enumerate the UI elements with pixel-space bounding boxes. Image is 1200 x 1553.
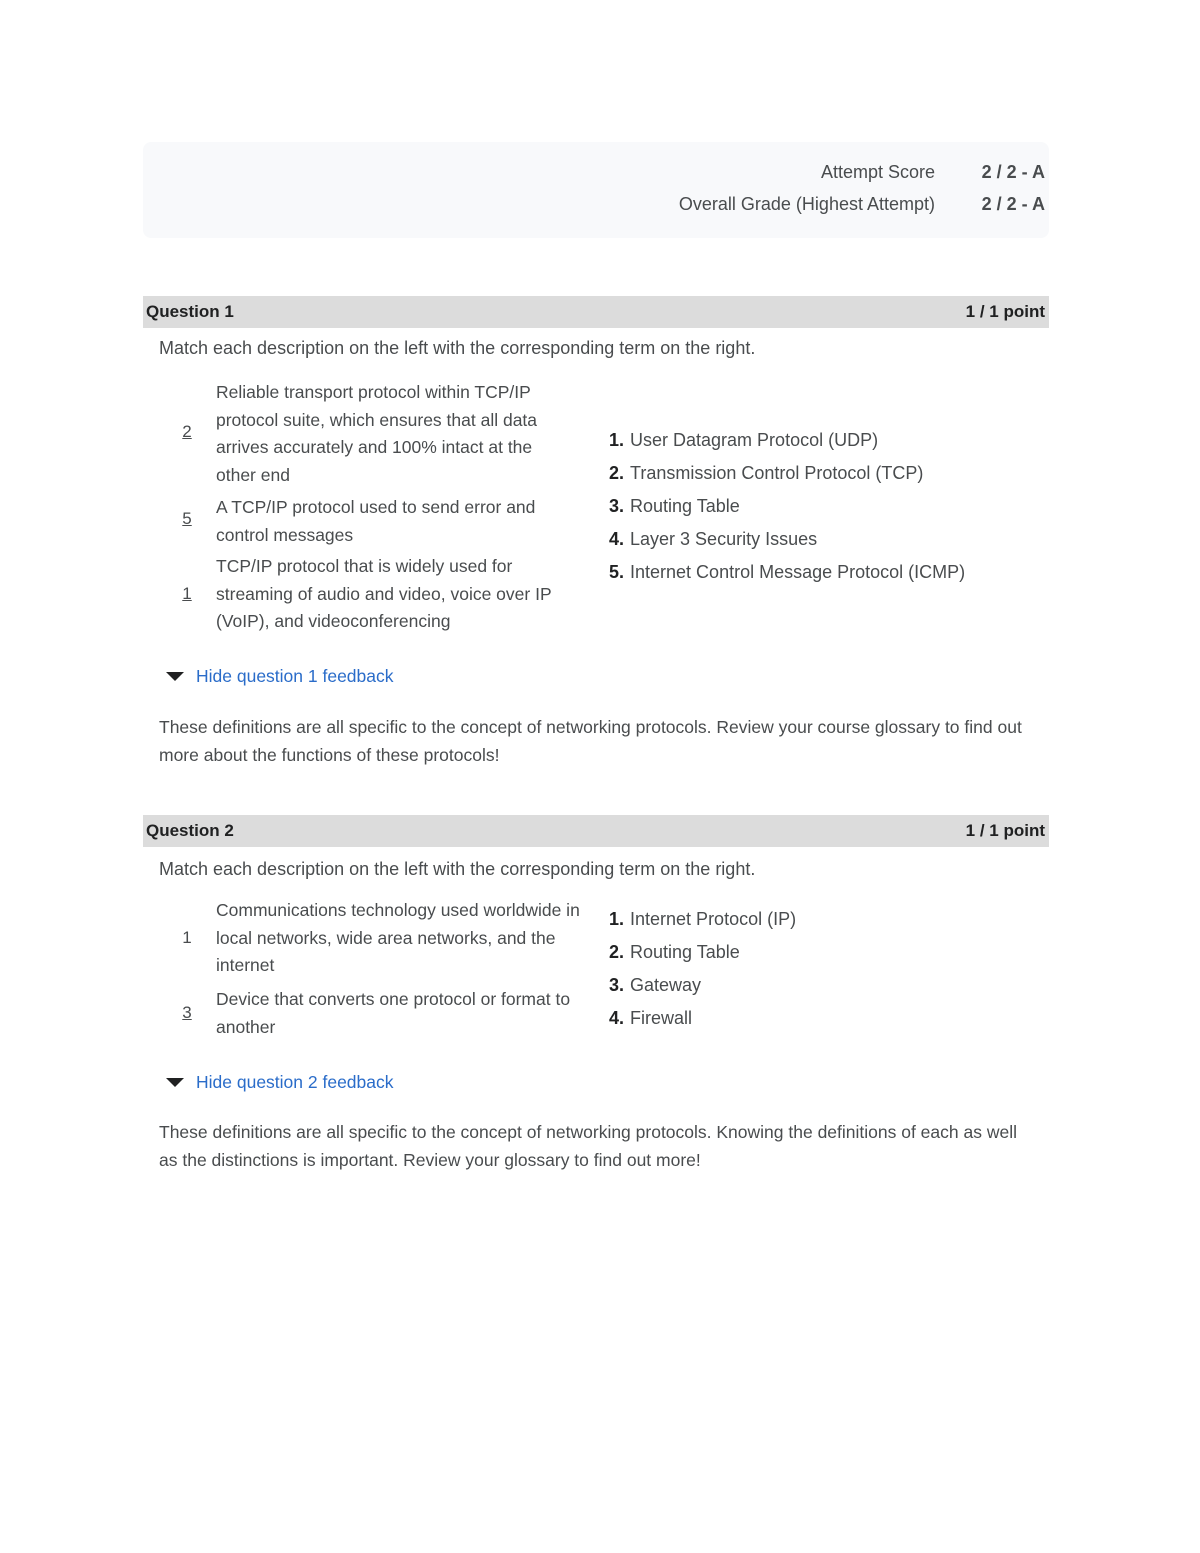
hide-feedback-toggle[interactable] (166, 1072, 394, 1093)
match-answer: 5 (182, 509, 192, 528)
term-item: 2. Transmission Control Protocol (TCP) (609, 463, 924, 483)
term-item: 1. User Datagram Protocol (UDP) (609, 430, 879, 450)
hide-feedback-toggle[interactable] (166, 666, 394, 687)
match-answer: 1 (182, 584, 192, 603)
term-item: 3. Routing Table (609, 496, 740, 516)
question-2-header (143, 815, 1049, 847)
attempt-score-row (515, 160, 1049, 184)
question-points: 1 / 1 point (965, 821, 1045, 840)
triangle-down-icon (166, 672, 184, 681)
question-1-header (143, 296, 1049, 328)
overall-grade-row (515, 192, 1049, 216)
match-description: Reliable transport protocol within TCP/IP protocol suite, which ensures that all data arrives accurately and 100% intact at the other end (216, 382, 538, 485)
term-item: 4. Layer 3 Security Issues (609, 529, 818, 549)
term-list (609, 903, 796, 1035)
term-item: 5. Internet Control Message Protocol (ICMP) (609, 562, 966, 582)
attempt-score-value: 2 / 2 - A (981, 161, 1045, 182)
question-title: Question 1 (146, 302, 234, 321)
triangle-down-icon (166, 1078, 184, 1087)
question-points: 1 / 1 point (965, 302, 1045, 321)
term-item: 2. Routing Table (609, 942, 740, 962)
feedback-toggle-label[interactable]: Hide question 2 feedback (196, 1072, 394, 1092)
match-description: Device that converts one protocol or format to another (216, 989, 571, 1037)
question-feedback: These definitions are all specific to the concept of networking protocols. Review your course glossary to find out more about the functions of these protocols! (159, 717, 1022, 765)
attempt-score-label: Attempt Score (820, 161, 935, 182)
match-answer: 3 (182, 1003, 192, 1022)
match-description: Communications technology used worldwide in local networks, wide area networks, and the internet (216, 900, 580, 975)
question-prompt: Match each description on the left with the corresponding term on the right. (159, 859, 756, 879)
score-summary (143, 142, 1049, 238)
match-description: A TCP/IP protocol used to send error and control messages (216, 497, 536, 545)
overall-grade-label: Overall Grade (Highest Attempt) (678, 193, 935, 214)
question-title: Question 2 (146, 821, 234, 840)
term-list (609, 424, 965, 589)
match-answer: 2 (182, 422, 192, 441)
question-feedback: These definitions are all specific to the concept of networking protocols. Knowing the definitions of each as well as the distinctions is important. Review your glossary to find out more! (159, 1122, 1017, 1170)
feedback-toggle-label[interactable]: Hide question 1 feedback (196, 666, 394, 686)
overall-grade-value: 2 / 2 - A (981, 193, 1045, 214)
match-description: TCP/IP protocol that is widely used for streaming of audio and video, voice over IP (VoIP), and videoconferencing (216, 556, 552, 631)
term-item: 4. Firewall (609, 1008, 693, 1028)
question-prompt: Match each description on the left with the corresponding term on the right. (159, 338, 756, 358)
term-item: 3. Gateway (609, 975, 702, 995)
match-answer: 1 (182, 928, 192, 947)
term-item: 1. Internet Protocol (IP) (609, 909, 797, 929)
